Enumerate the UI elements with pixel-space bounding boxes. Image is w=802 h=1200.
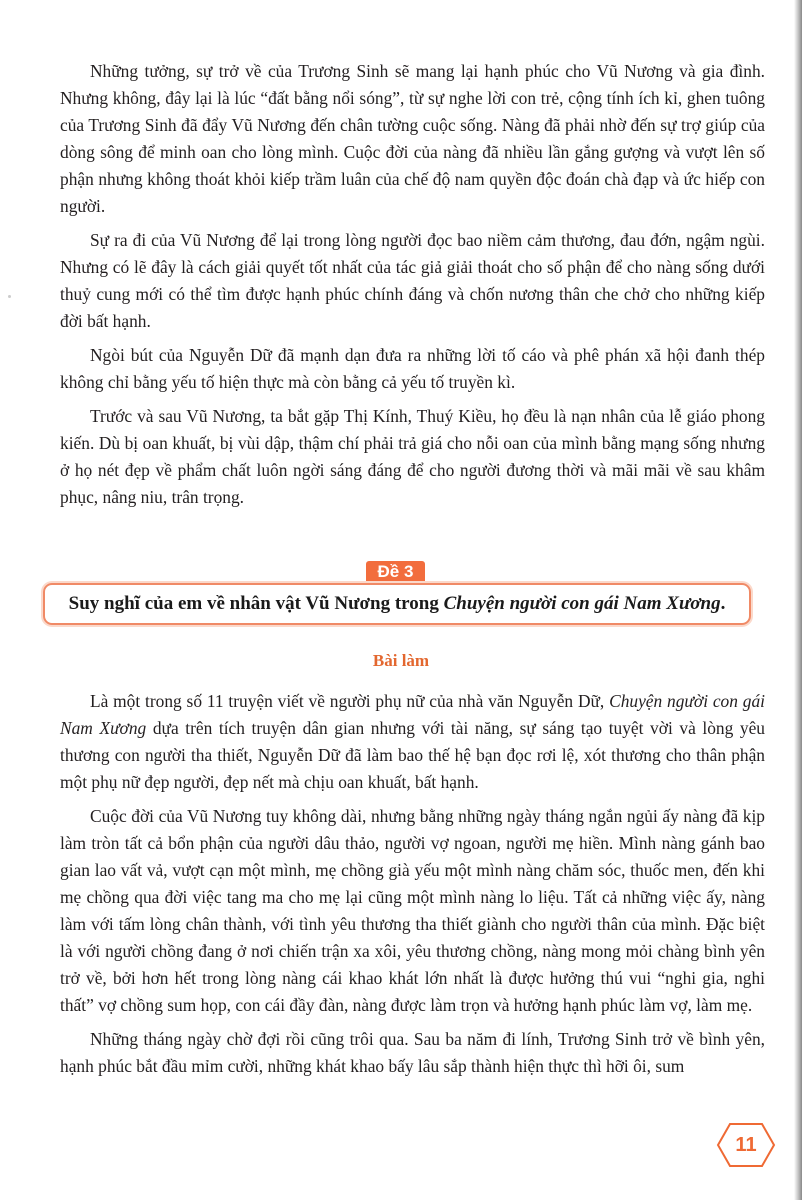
topic-text: Suy nghĩ của em về nhân vật Vũ Nương trong	[68, 593, 444, 614]
scan-speck	[8, 295, 11, 298]
exercise-badge: Đề 3	[366, 561, 425, 583]
work-title: Chuyện người con gái Nam Xương	[60, 691, 765, 738]
page-number-text: 11	[735, 1134, 757, 1156]
paragraph: Ngòi bút của Nguyễn Dữ đã mạnh dạn đưa ra những lời tố cáo và phê phán xã hội đanh thép không chỉ bằng yếu tố hiện thực mà còn bằng cả yếu tố truyền kì.	[60, 345, 765, 392]
paragraph: Trước và sau Vũ Nương, ta bắt gặp Thị Kính, Thuý Kiều, họ đều là nạn nhân của lễ giáo phong kiến. Dù bị oan khuất, bị vùi dập, thậm chí phải trả giá cho nỗi oan của mình bằng mạng sống nhưng ở họ nét đẹp về phẩm chất luôn ngời sáng đáng để cho người đương thời và mãi mãi về sau khâm phục, nâng niu, trân trọng.	[60, 406, 765, 507]
topic-work-title: Chuyện người con gái Nam Xương	[443, 593, 721, 614]
exercise-topic-box	[43, 583, 751, 625]
text: dựa trên tích truyện dân gian nhưng với tài năng, sự sáng tạo tuyệt vời và lòng yêu thương con người tha thiết, Nguyễn Dữ đã làm bao thế hệ bạn đọc rơi lệ, xót thương cho thân phận một phụ nữ đẹp người, đẹp nết mà chịu oan khuất, bất hạnh.	[60, 718, 765, 792]
answer-text	[60, 688, 765, 1087]
paragraph: Những tưởng, sự trở về của Trương Sinh sẽ mang lại hạnh phúc cho Vũ Nương và gia đình. Nhưng không, đây lại là lúc “đất bằng nổi sóng”, từ sự nghe lời con trẻ, cộng tính ích kỉ, ghen tuông của Trương Sinh đã đẩy Vũ Nương đến chân tường cuộc sống. Nàng đã phải nhờ đến sự trợ giúp của dòng sông để minh oan cho lòng mình. Cuộc đời của nàng đã nhiều lần gắng gượng và vượt lên số phận nhưng không thoát khỏi kiếp trầm luân của chế độ nam quyền độc đoán chà đạp và ức hiếp con người.	[60, 61, 765, 216]
text: Là một trong số 11 truyện viết về người phụ nữ của nhà văn Nguyễn Dữ,	[90, 691, 610, 711]
topic-period: .	[720, 593, 726, 614]
paragraph	[60, 688, 765, 796]
scan-edge	[794, 0, 802, 1200]
answer-heading: Bài làm	[372, 651, 430, 670]
paragraph: Sự ra đi của Vũ Nương để lại trong lòng người đọc bao niềm cảm thương, đau đớn, ngậm ngùi. Nhưng có lẽ đây là cách giải quyết tốt nhất của tác giả giải thoát cho số phận để cho nàng sống dưới thuỷ cung mới có thể tìm được hạnh phúc chính đáng và chốn nương thân che chở cho những kiếp đời bất hạnh.	[60, 230, 765, 331]
previous-section-text	[60, 58, 765, 518]
paragraph: Những tháng ngày chờ đợi rồi cũng trôi qua. Sau ba năm đi lính, Trương Sinh trở về bình yên, hạnh phúc bắt đầu mỉm cười, những khát khao bấy lâu sắp thành hiện thực thì hỡi ôi, sum	[60, 1029, 765, 1076]
paragraph: Cuộc đời của Vũ Nương tuy không dài, nhưng bằng những ngày tháng ngắn ngủi ấy nàng đã kịp làm tròn tất cả bổn phận của người dâu thảo, người vợ ngoan, người mẹ hiền. Mình nàng gánh bao gian lao vất vả, vượt cạn một mình, mẹ chồng già yếu một mình nàng chăm sóc, thuốc men, đến khi mẹ chồng qua đời việc tang ma cho mẹ lại cũng một mình nàng lo liệu. Tất cả những việc ấy, nàng làm với tấm lòng chân thành, với tình yêu thương tha thiết giành cho người thân của mình. Đặc biệt là với người chồng đang ở nơi chiến trận xa xôi, yêu thương chồng, nàng mong mỏi chàng bình yên trở về, bởi hơn hết trong lòng nàng cái khao khát lớn nhất là được hưởng thú vui “nghi gia, nghi thất” vợ chồng sum họp, con cái đầy đàn, nàng được làm trọn và hưởng hạnh phúc làm vợ, làm mẹ.	[60, 806, 765, 1015]
page-number	[716, 1122, 776, 1168]
